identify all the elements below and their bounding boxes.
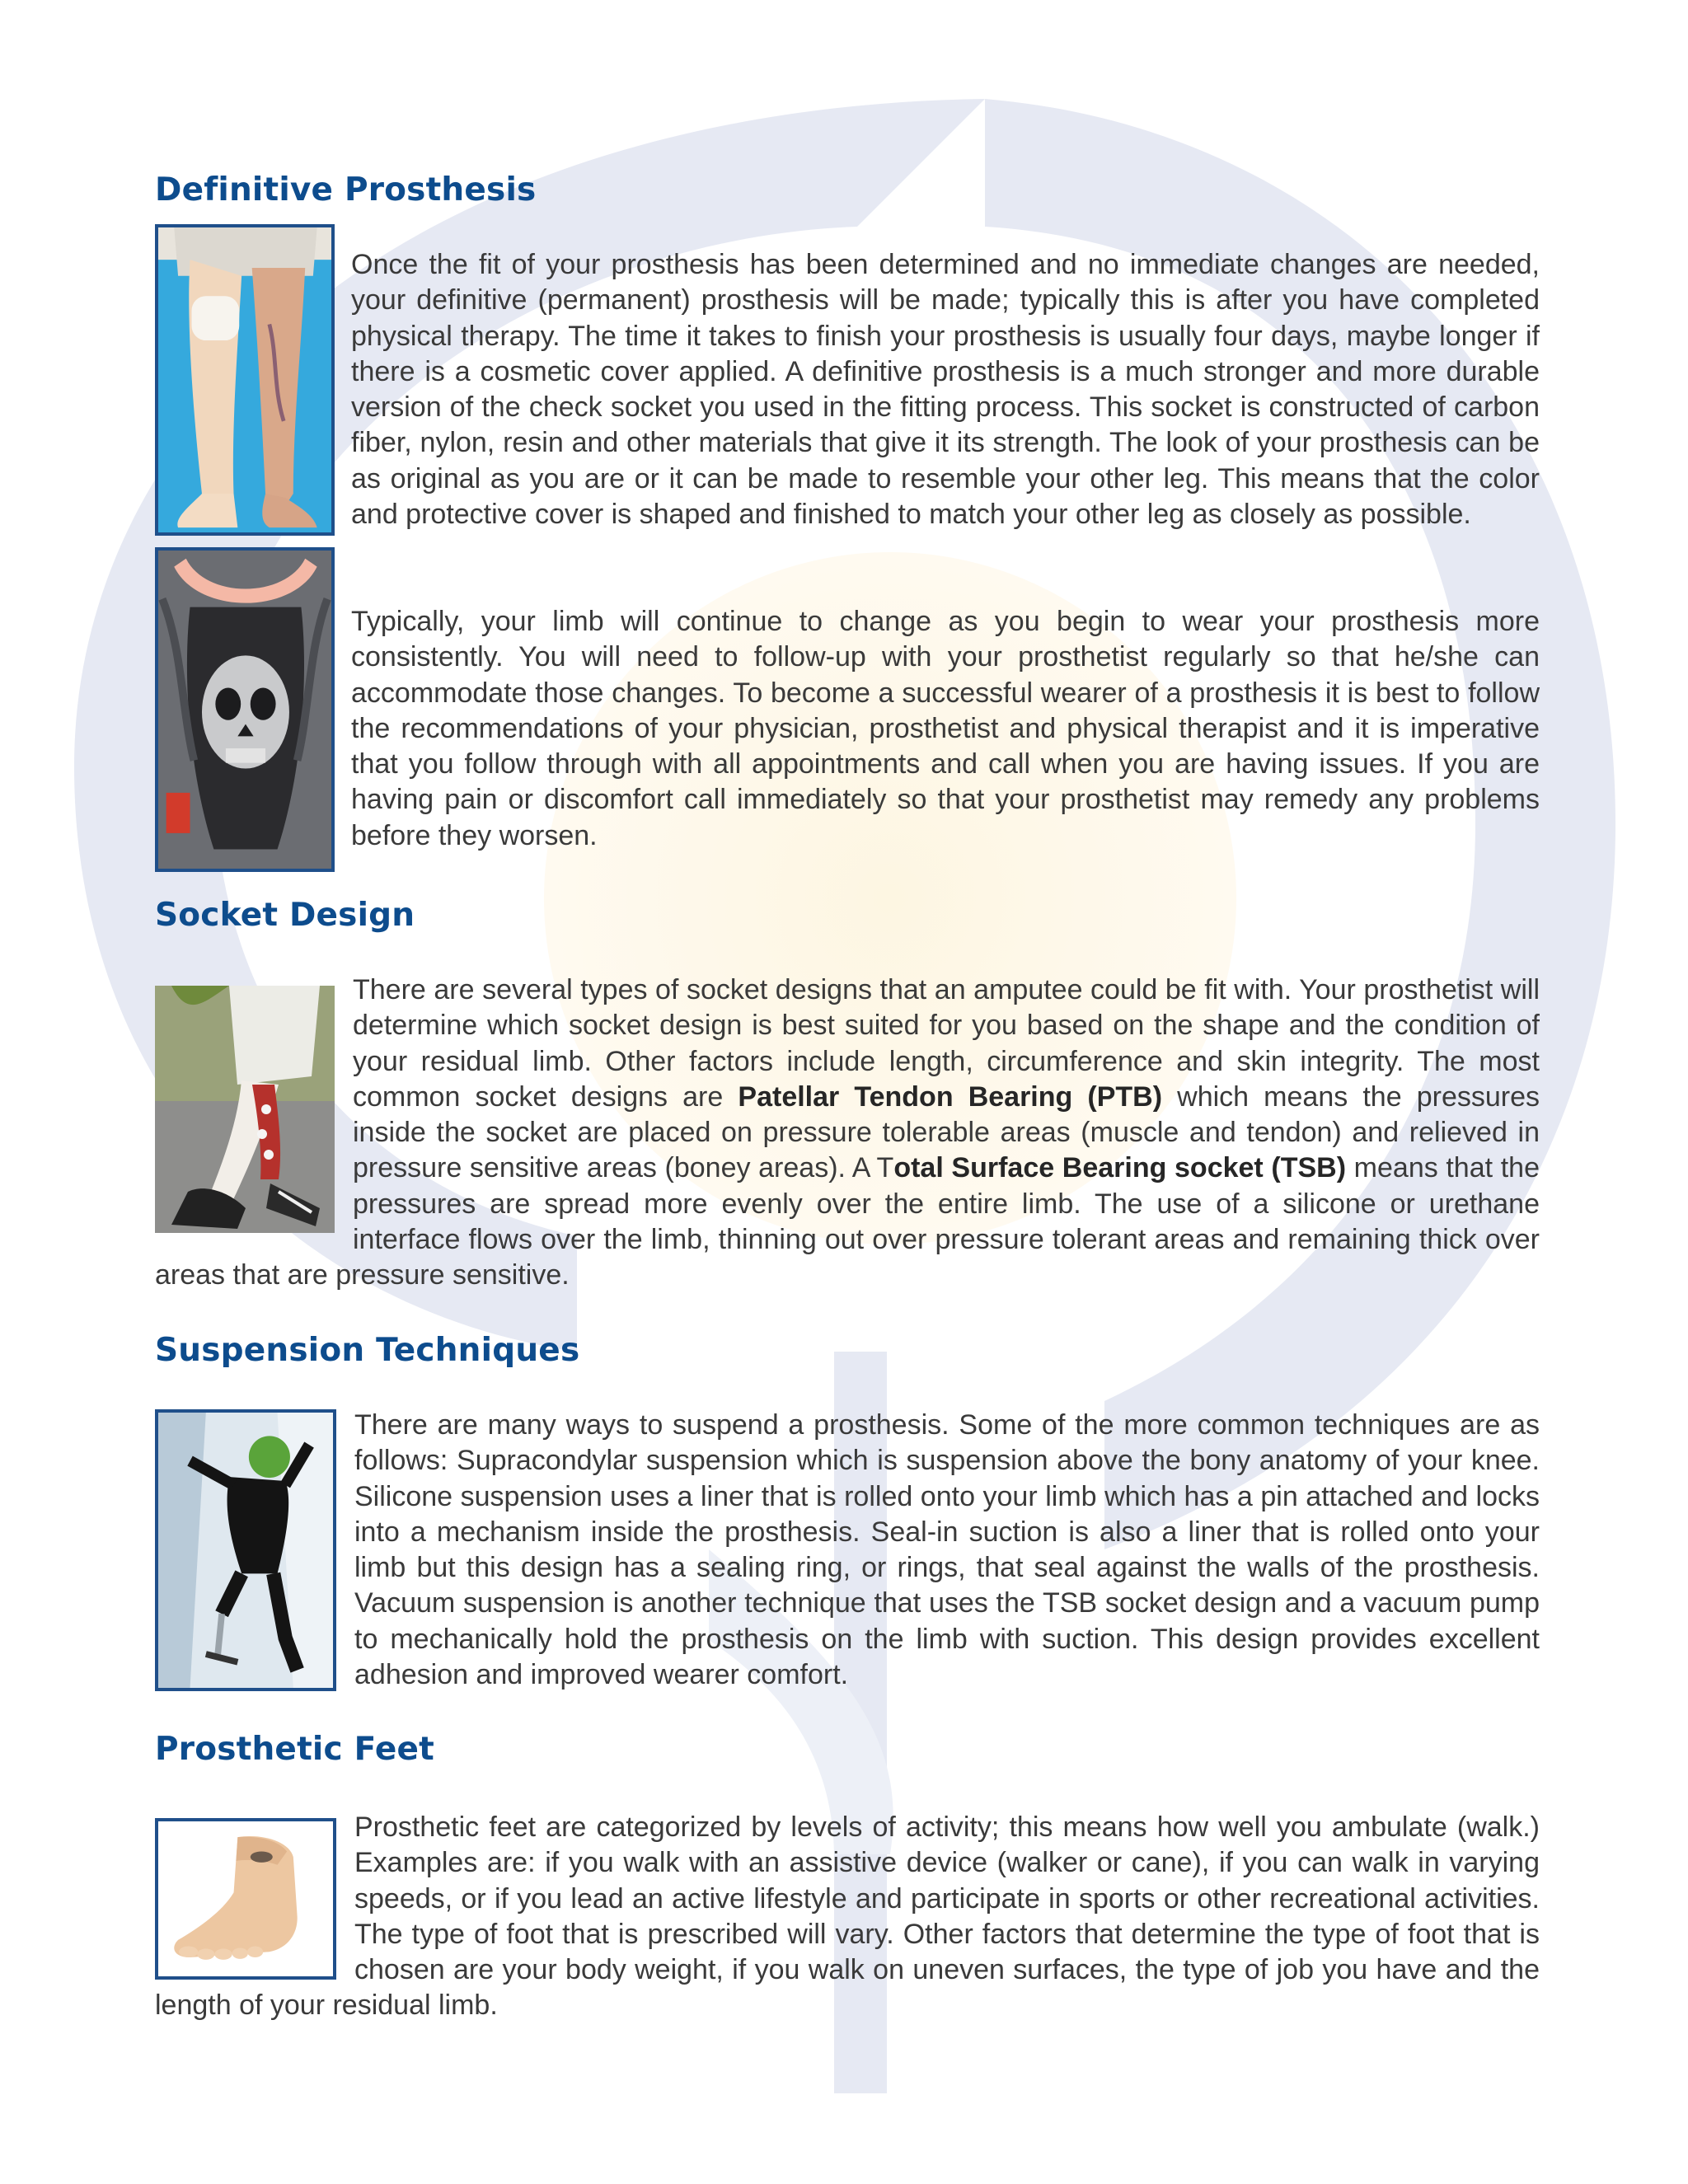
socket-text-a: There are several types of socket designs that an amputee could be fit with. Your prosthetist will determine which socket design is best suited for you based on the shape and the condition of your residual limb. Other factors include length, circumference and skin integrity. The most common socket designs are [353,974,1540,1113]
prosthetic-feet-heading: Prosthetic Feet [155,1731,434,1768]
tsb-term: otal Surface Bearing socket (TSB) [893,1152,1347,1184]
prosthetic-foot-photo [155,1818,336,1980]
prosthetic-feet-text: Prosthetic feet are categorized by levels of activity; this means how well you ambulate (walk.) Examples are: if you walk with an assistive device (walker or cane), if you can walk in varying speeds, or if you lead an active lifestyle and participate in sports or other recreational activities. The type of foot that is prescribed will vary. Other factors that determine the type of foot that is chosen are your body weight, if you walk on uneven surfaces, the type of job you have and the length of your residual limb. [155,1811,1540,2022]
socket-text-c: means that the pressures are spread more evenly over the entire limb. The use of a silicone or urethane interface flows over the limb, thinning out over pressure tolerant areas and remaining thick over areas that are pressure sensitive. [155,1152,1540,1291]
definitive-paragraph-1: Once the fit of your prosthesis has been determined and no immediate changes are needed, your definitive (permanent) prosthesis will be made; typically this is after you have completed physical therapy. The time it takes to finish your prosthesis is usually four days, maybe longer if there is a cosmetic cover applied. A definitive prosthesis is a much stronger and more durable version of the check socket you used in the fitting process. This socket is constructed of carbon fiber, nylon, resin and other materials that give it its strength. The look of your prosthesis can be as original as you are or it can be made to resemble your other leg. This means that the color and protective cover is shaped and finished to match your other leg as closely as possible. [351,249,1540,531]
socket-text-b: which means the pressures inside the socket are placed on pressure tolerable areas (muscle and tendon) and relieved in pressure sensitive areas (boney areas). A T [353,1080,1540,1184]
socket-design-paragraph [155,972,1540,1294]
decorated-skull-prosthesis-socket-photo [155,547,335,872]
runner-with-patterned-prosthesis-photo [155,986,335,1233]
definitive-paragraph-2: Typically, your limb will continue to change as you begin to wear your prosthesis more consistently. You will need to follow-up with your prosthetist regularly so that he/she can accommodate those changes. To become a successful wearer of a prosthesis it is best to follow the recommendations of your physician, prosthetist and physical therapist and it is imperative that you follow through with all appointments and call when you are having issues. If you are having pain or discomfort call immediately so that your prosthetist may remedy any problems before they worsen. [351,606,1540,851]
ptb-term: Patellar Tendon Bearing (PTB) [738,1080,1163,1113]
definitive-prosthesis-heading: Definitive Prosthesis [155,171,537,209]
socket-design-heading: Socket Design [155,897,415,934]
climber-with-prosthetic-leg-photo [155,1409,336,1691]
prosthetic-feet-paragraph [155,1810,1540,2024]
suspension-paragraph: There are many ways to suspend a prosthesis. Some of the more common techniques are as follows: Supracondylar suspension which is suspension above the bony anatomy of your knee. Silicone suspension uses a liner that is rolled onto your limb which has a pin attached and locks into a mechanism inside the prosthesis. Seal-in suction is also a liner that is rolled onto your limb but this design has a sealing ring, or rings, that seal against the walls of the prosthesis. Vacuum suspension is another technique that uses the TSB socket design and a vacuum pump to mechanically hold the prosthesis on the limb with suction. This design provides excellent adhesion and improved wearer comfort. [354,1409,1540,1691]
legs-with-cosmetic-prosthesis-photo [155,224,335,536]
suspension-techniques-heading: Suspension Techniques [155,1332,580,1369]
